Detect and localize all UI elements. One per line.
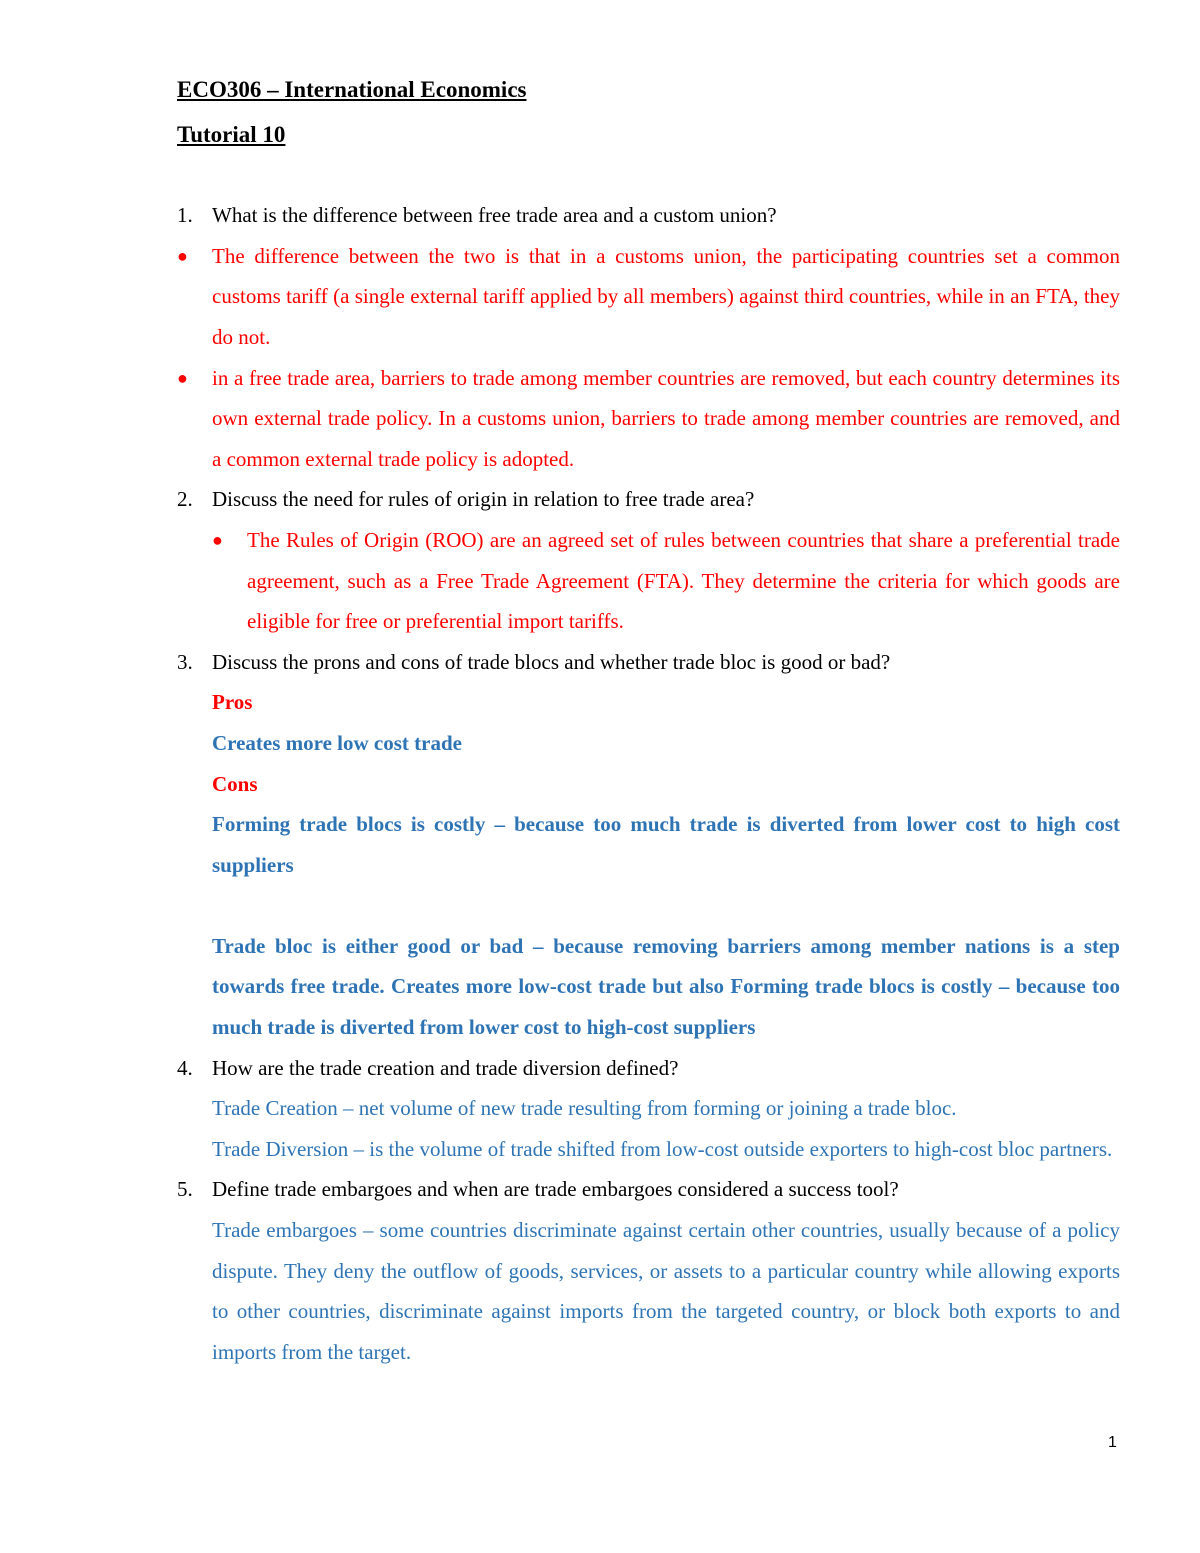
cons-label: Cons — [212, 771, 258, 796]
question-text: Discuss the prons and cons of trade blocs and whether trade bloc is good or bad? — [212, 649, 891, 674]
bullet-icon: ● — [212, 529, 223, 550]
question-number: 2. — [177, 487, 193, 512]
spacer — [177, 155, 1120, 195]
question-number: 3. — [177, 649, 193, 674]
blank-line — [212, 885, 1120, 926]
document-title: ECO306 – International Economics — [177, 77, 527, 102]
answer-bullet — [177, 358, 1120, 480]
question-2 — [177, 479, 1120, 520]
trade-diversion-text: Trade Diversion – is the volume of trade shifted from low-cost outside exporters to high-cost bloc partners. — [212, 1136, 1113, 1161]
answer-text: The Rules of Origin (ROO) are an agreed set of rules between countries that share a preferential trade agreement, such as a Free Trade Agreement (FTA). They determine the criteria for which goods are eligible for free or preferential import tariffs. — [247, 527, 1120, 634]
answer-bullet — [212, 520, 1120, 642]
verdict-text: Trade bloc is either good or bad – because removing barriers among member nations is a step towards free trade. Creates more low-cost trade but also Forming trade blocs is costly – because too much trade is diverted from lower cost to high-cost suppliers — [212, 933, 1120, 1040]
document-content — [177, 70, 1120, 1372]
bullet-icon: ● — [177, 367, 188, 388]
question-3 — [177, 642, 1120, 683]
question-number: 1. — [177, 203, 193, 228]
cons-text: Forming trade blocs is costly – because too much trade is diverted from lower cost to high cost suppliers — [212, 812, 1120, 877]
answer-text: in a free trade area, barriers to trade among member countries are removed, but each country determines its own external trade policy. In a customs union, barriers to trade among member countries are removed, and a common external trade policy is adopted. — [212, 365, 1120, 471]
question-5 — [177, 1169, 1120, 1210]
answer-block — [212, 1210, 1120, 1372]
answer-bullet — [177, 236, 1120, 358]
document-subtitle: Tutorial 10 — [177, 121, 286, 147]
question-text: Discuss the need for rules of origin in relation to free trade area? — [212, 487, 755, 512]
question-text: What is the difference between free trade area and a custom union? — [212, 203, 777, 228]
question-number: 4. — [177, 1055, 193, 1080]
trade-embargoes-text: Trade embargoes – some countries discriminate against certain other countries, usually because of a policy dispute. They deny the outflow of goods, services, or assets to a particular country while allowing exports to other countries, discriminate against imports from the targeted country, or block both exports to and imports from the target. — [212, 1218, 1120, 1364]
bullet-icon: ● — [177, 245, 188, 266]
question-text: Define trade embargoes and when are trade embargoes considered a success tool? — [212, 1177, 899, 1202]
pros-text: Creates more low cost trade — [212, 730, 462, 755]
answer-block — [212, 1088, 1120, 1169]
question-4 — [177, 1048, 1120, 1089]
question-number: 5. — [177, 1177, 193, 1202]
answer-text: The difference between the two is that in a customs union, the participating countries set a common customs tariff (a single external tariff applied by all members) against third countries, while in an FTA, they do not. — [212, 243, 1120, 349]
page-number: 1 — [1108, 1434, 1117, 1451]
answer-block — [212, 682, 1120, 1047]
trade-creation-text: Trade Creation – net volume of new trade resulting from forming or joining a trade bloc. — [212, 1096, 957, 1121]
question-text: How are the trade creation and trade diversion defined? — [212, 1055, 679, 1080]
question-1 — [177, 195, 1120, 236]
pros-label: Pros — [212, 690, 253, 715]
